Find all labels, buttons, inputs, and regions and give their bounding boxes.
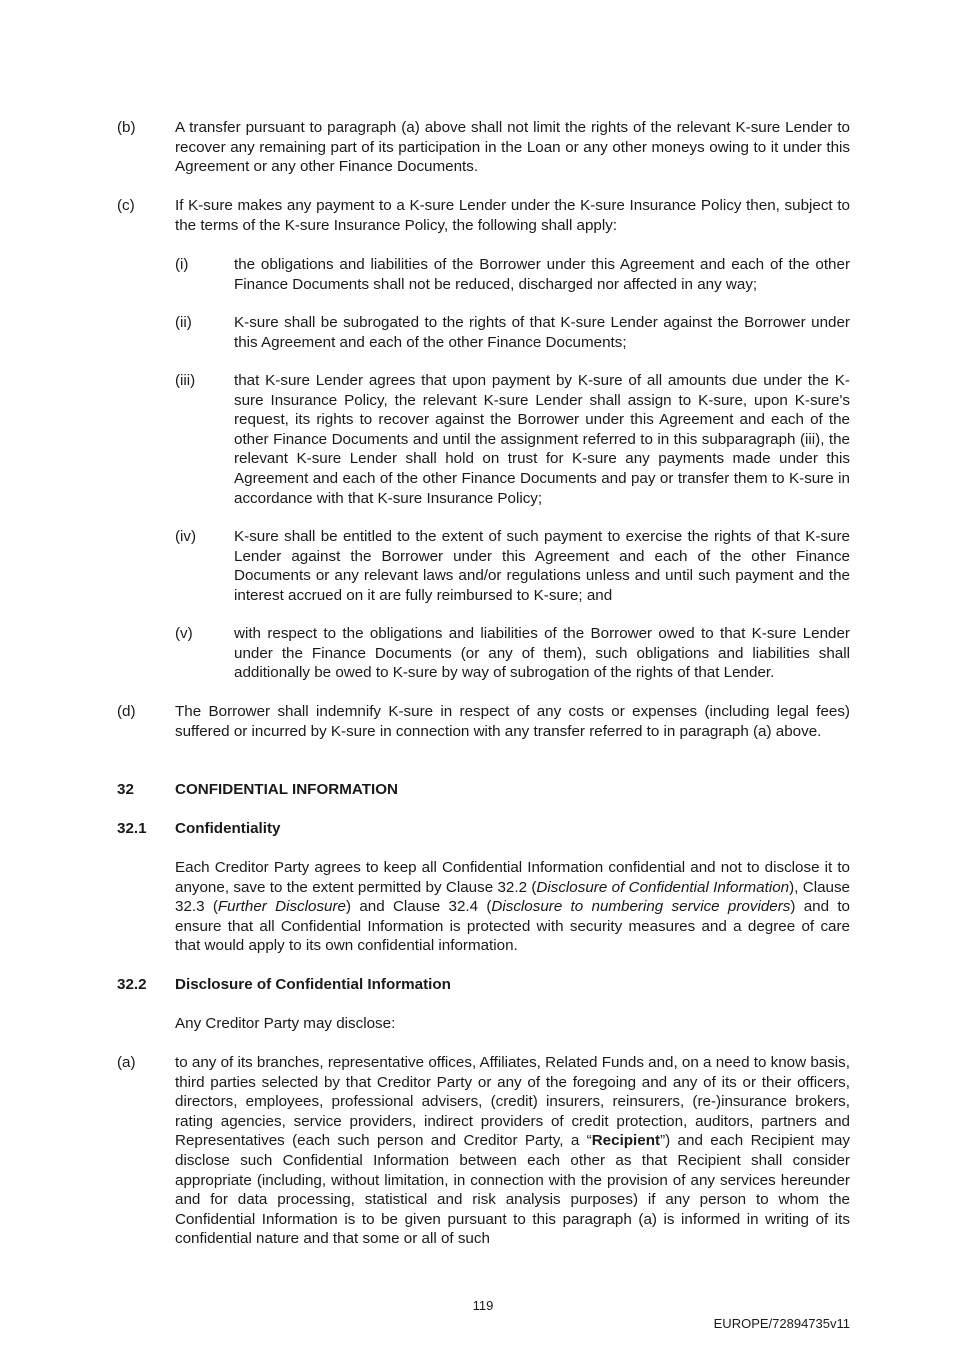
cross-reference: Disclosure to numbering service providers [491, 898, 791, 916]
body-text-segment: ”) and each Recipient may disclose such Confidential Information between each other as that Recipient shall consider appropriate (including, without limitation, in connection with the provision of any services hereunder and for data processing, statistical and risk analysis purposes) if any person to whom the Confidential Information is to be given pursuant to this paragraph (a) is informed in writing of its confidential nature and that some or all of such [175, 1132, 850, 1248]
subparagraph-ii [175, 313, 850, 352]
clause-title: Disclosure of Confidential Information [175, 976, 451, 993]
subparagraph-text: the obligations and liabilities of the Borrower under this Agreement and each of the other Finance Documents shall not be reduced, discharged nor affected in any way; [234, 256, 850, 293]
body-text-segment: to any of its branches, representative offices, Affiliates, Related Funds and, on a need to know basis, third parties selected by that Creditor Party or any of the foregoing and any of its or their officers, directors, employees, professional advisers, (credit) insurers, reinsurers, (re-)insurance brokers, rating agencies, service providers, indirect providers of credit protection, auditors, partners and Representatives (each such person and Creditor Party, a “ [175, 1054, 850, 1150]
subparagraph-text: K-sure shall be subrogated to the rights of that K-sure Lender against the Borrower under this Agreement and each of the other Finance Documents; [234, 314, 850, 351]
clause-body-text [175, 858, 850, 956]
body-text-segment: ) and to ensure that all Confidential Information is protected with security measures and a degree of care that would apply to its own confidential information. [175, 898, 850, 955]
clause-title: Confidentiality [175, 820, 281, 837]
subparagraph-text: with respect to the obligations and liabilities of the Borrower owed to that K-sure Lender under the Finance Documents (or any of them), such obligations and liabilities shall additionally be owed to K-sure by way of subrogation of the rights of that Lender. [234, 625, 850, 682]
document-reference: EUROPE/72894735v11 [713, 1316, 850, 1331]
paragraph-text: If K-sure makes any payment to a K-sure Lender under the K-sure Insurance Policy then, subject to the terms of the K-sure Insurance Policy, the following shall apply: [175, 197, 850, 234]
clause-32-1-body [117, 858, 850, 956]
cross-reference: Disclosure of Confidential Information [536, 878, 790, 896]
clause-number: 32.2 [117, 976, 147, 993]
paragraph-b [117, 118, 850, 177]
subparagraph-label: (iii) [175, 372, 196, 389]
subparagraph-label: (ii) [175, 314, 192, 331]
clause-32-heading [117, 780, 850, 800]
paragraph-label: (b) [117, 119, 136, 136]
page-number: 119 [472, 1298, 494, 1313]
subparagraph-iv [175, 527, 850, 605]
cross-reference: Further Disclosure [217, 898, 347, 916]
clause-title: CONFIDENTIAL INFORMATION [175, 781, 399, 798]
clause-number: 32 [117, 781, 134, 798]
subparagraph-label: (v) [175, 625, 193, 642]
paragraph-text: A transfer pursuant to paragraph (a) above shall not limit the rights of the relevant K-sure Lender to recover any remaining part of its participation in the Loan or any other moneys owing to it under this Agreement or any other Finance Documents. [175, 119, 850, 176]
paragraph-label: (a) [117, 1054, 136, 1071]
body-text-segment: Each Creditor Party agrees to keep all Confidential Information confidential and not to disclose it to anyone, save to the extent permitted by Clause 32.2 ( [175, 859, 850, 896]
paragraph-label: (c) [117, 197, 135, 214]
subparagraph-label: (iv) [175, 528, 197, 545]
clause-32-2-heading [117, 975, 850, 995]
subparagraph-text: that K-sure Lender agrees that upon payment by K-sure of all amounts due under the K-sure Insurance Policy, the relevant K-sure Lender shall assign to K-sure, upon K-sure's request, its rights to recover against the Borrower under this Agreement and each of the other Finance Documents and until the assignment referred to in this subparagraph (iii), the relevant K-sure Lender shall hold on trust for K-sure any payments made under this Agreement and each of the other Finance Documents and pay or transfer them to K-sure in accordance with that K-sure Insurance Policy; [234, 372, 850, 507]
paragraph-text: The Borrower shall indemnify K-sure in respect of any costs or expenses (including legal fees) suffered or incurred by K-sure in connection with any transfer referred to in paragraph (a) above. [175, 703, 850, 740]
body-text-segment: ) and Clause 32.4 ( [346, 898, 492, 916]
clause-number: 32.1 [117, 820, 147, 837]
clause-intro-text: Any Creditor Party may disclose: [175, 1015, 396, 1032]
defined-term: Recipient [591, 1132, 661, 1150]
subparagraph-iii [175, 371, 850, 508]
paragraph-label: (d) [117, 703, 136, 720]
subparagraph-v [175, 624, 850, 683]
paragraph-text [175, 1053, 850, 1249]
subparagraph-i [175, 255, 850, 294]
body-text-segment: ), Clause 32.3 ( [175, 878, 850, 916]
paragraph-c [117, 196, 850, 235]
subparagraph-label: (i) [175, 256, 189, 273]
clause-32-2-paragraph-a [117, 1053, 850, 1249]
clause-32-2-intro [117, 1014, 850, 1034]
paragraph-d [117, 702, 850, 741]
subparagraph-text: K-sure shall be entitled to the extent of such payment to exercise the rights of that K-sure Lender against the Borrower under this Agreement and each of the other Finance Documents or any relevant laws and/or regulations unless and until such payment and the interest accrued on it are fully reimbursed to K-sure; and [234, 528, 850, 604]
clause-32-1-heading [117, 819, 850, 839]
